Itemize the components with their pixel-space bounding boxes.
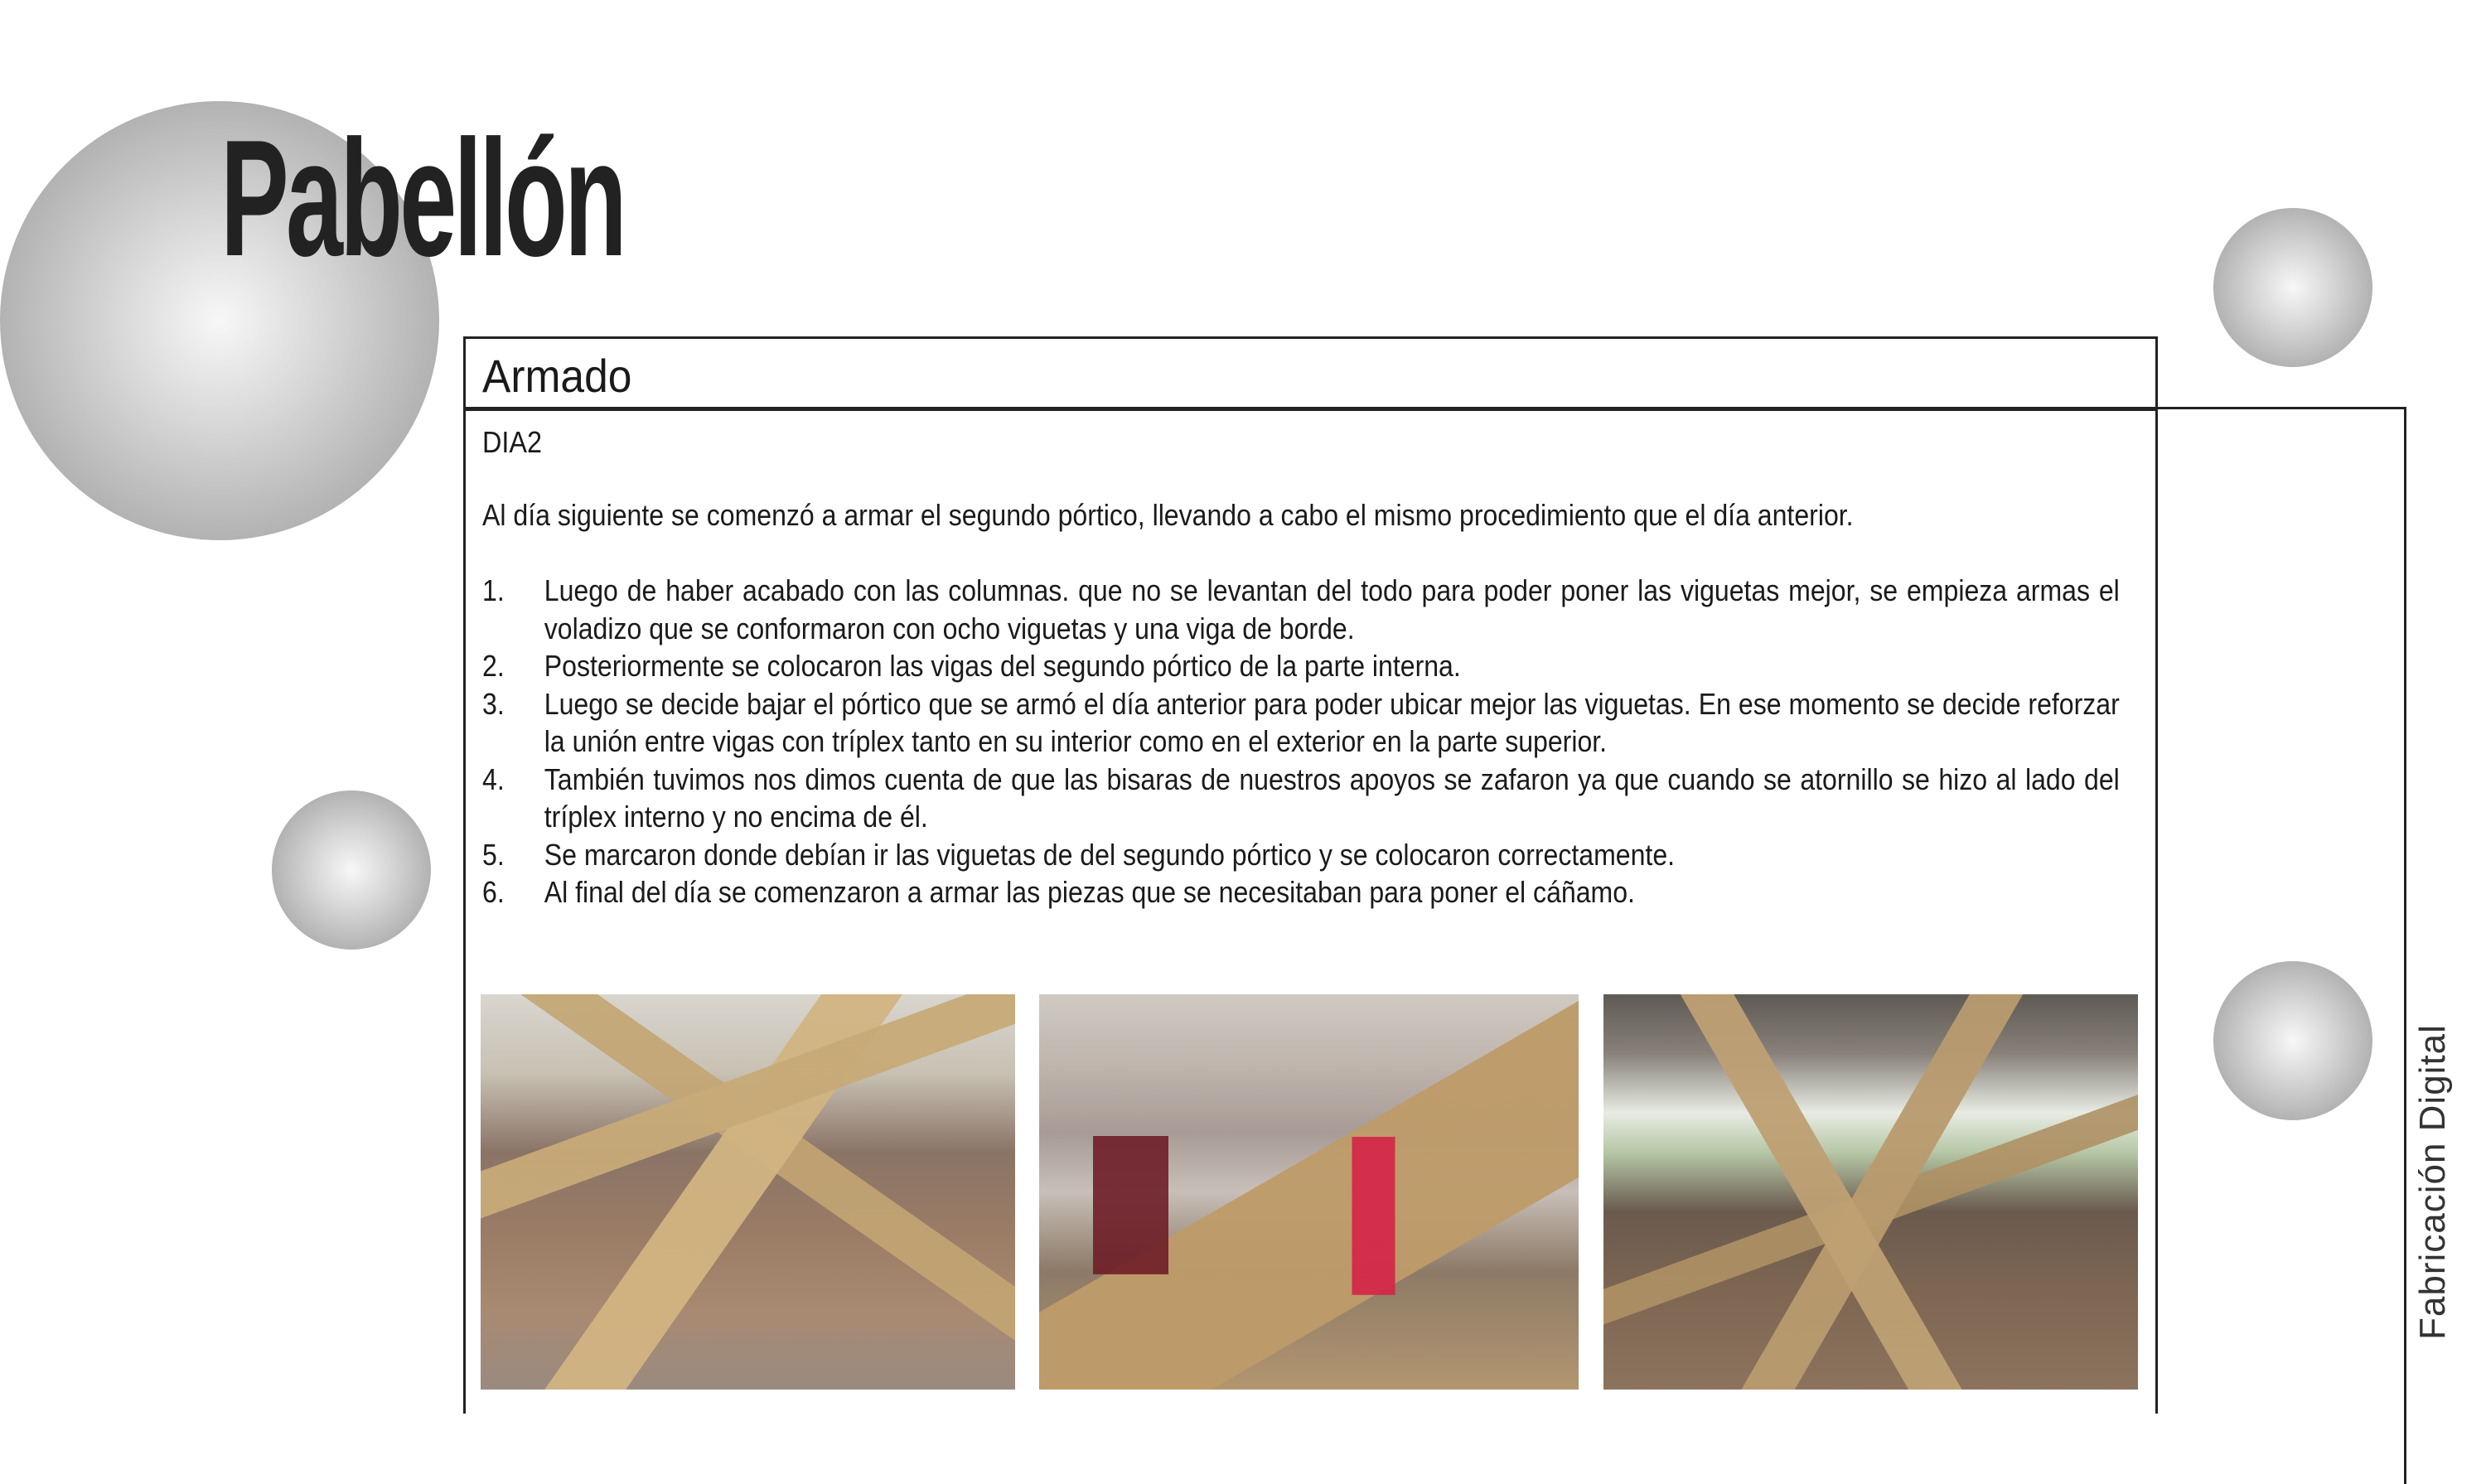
list-text: Al final del día se comenzaron a armar las piezas que se necesitaban para poner el cáñamo. xyxy=(544,875,1635,909)
list-item xyxy=(482,836,2120,874)
list-number: 6. xyxy=(482,875,505,909)
list-text: Se marcaron donde debían ir las viguetas de del segundo pórtico y se colocaron correctamente. xyxy=(544,837,1676,872)
day-label: DIA2 xyxy=(482,425,543,459)
list-text: Posteriormente se colocaron las vigas del segundo pórtico de la parte interna. xyxy=(544,649,1461,683)
section-title: Armado xyxy=(482,350,632,402)
list-item xyxy=(482,572,2120,647)
list-number: 3. xyxy=(482,686,505,721)
photo-porticos-standing xyxy=(1603,994,2138,1390)
list-number: 2. xyxy=(482,649,505,683)
steps-list xyxy=(482,572,2120,911)
list-number: 5. xyxy=(482,837,505,872)
page-title: Pabellón xyxy=(220,106,625,291)
list-text: También tuvimos nos dimos cuenta de que las bisaras de nuestros apoyos se zafaron ya que cuando se atornillo se hizo al lado del tríplex interno y no encima de él. xyxy=(544,761,2120,834)
list-item xyxy=(482,685,2120,761)
photo-students-staircase xyxy=(1039,994,1579,1390)
side-label: Fabricación Digital xyxy=(2412,1024,2453,1340)
list-number: 1. xyxy=(482,573,505,607)
section-header xyxy=(466,339,2155,411)
list-number: 4. xyxy=(482,761,505,796)
decorative-sphere-left xyxy=(272,790,431,950)
list-item xyxy=(482,873,2120,911)
photo-assembly-beams xyxy=(481,994,1015,1390)
intro-paragraph: Al día siguiente se comenzó a armar el segundo pórtico, llevando a cabo el mismo procedimiento que el día anterior. xyxy=(482,498,1854,532)
list-text: Luego de haber acabado con las columnas. que no se levantan del todo para poder poner las viguetas mejor, se empieza armas el voladizo que se conformaron con ocho viguetas y una viga de borde. xyxy=(544,573,2120,645)
list-item xyxy=(482,647,2120,685)
list-text: Luego se decide bajar el pórtico que se armó el día anterior para poder ubicar mejor las viguetas. En ese momento se decide reforzar la unión entre vigas con tríplex tanto en su interior como en el exterior en la parte superior. xyxy=(544,686,2120,758)
list-item xyxy=(482,761,2120,836)
decorative-sphere-top-right xyxy=(2213,208,2372,367)
